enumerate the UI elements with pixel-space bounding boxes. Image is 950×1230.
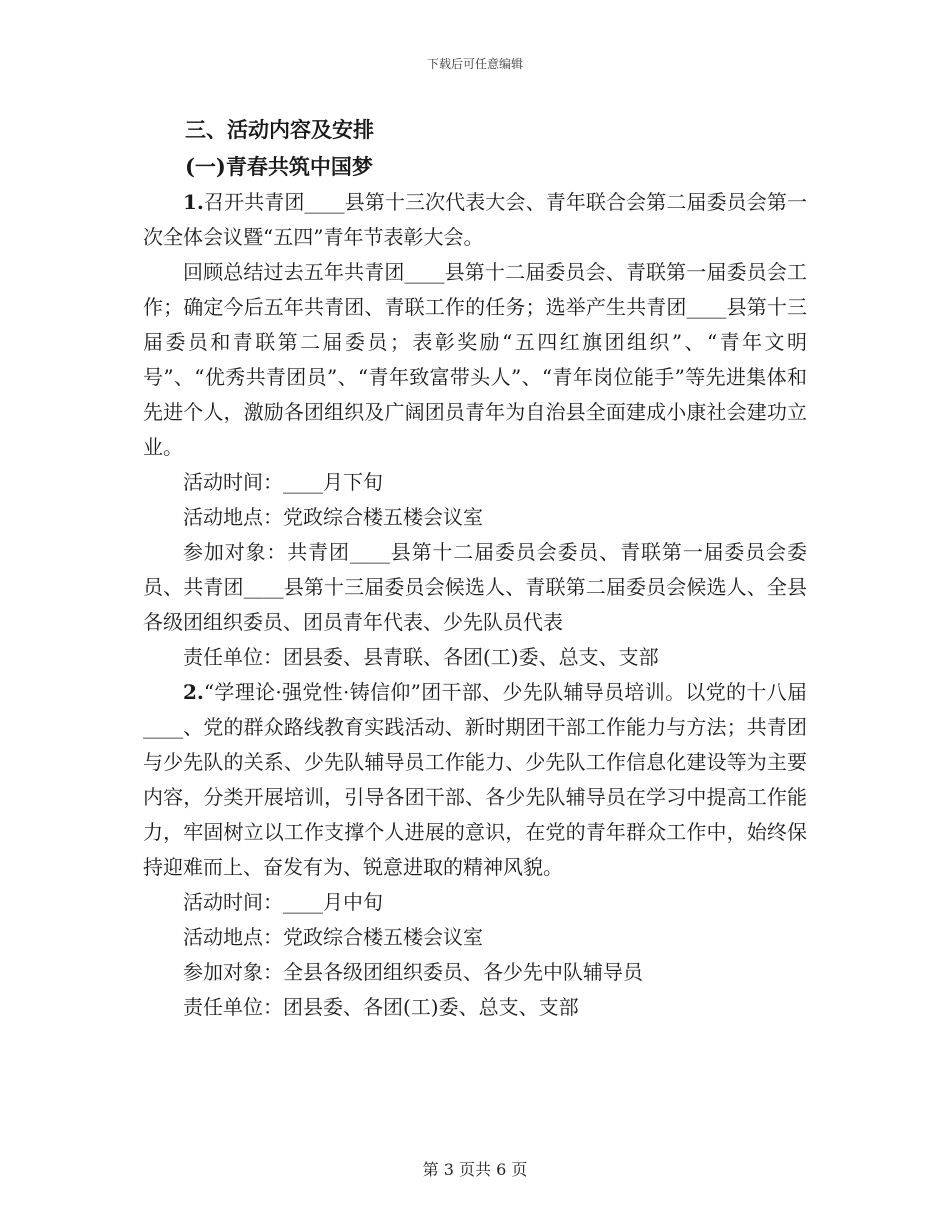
item2-time: 活动时间：____月中旬 [183, 890, 383, 914]
page-header: 下载后可任意编辑 [426, 57, 523, 71]
subsection-title: (一)青春共筑中国梦 [185, 154, 373, 179]
item1-participants: 参加对象：共青团____县第十二届委员会委员、青联第一届委员会委员、共青团____县第十三届委员会候选人、青联第二届委员会候选人、全县各级团组织委员、团员青年代表、少先队员代表 [143, 540, 807, 634]
page-footer: 第 3 页共 6 页 [422, 1160, 528, 1179]
item1-responsible: 责任单位：团县委、县青联、各团(工)委、总支、支部 [183, 645, 659, 669]
item1-number: 1. [183, 190, 204, 214]
item2-participants: 参加对象：全县各级团组织委员、各少先中队辅导员 [183, 960, 643, 984]
item2-body [143, 675, 807, 885]
item1-title [143, 185, 807, 255]
item2-body-text: “学理论·强党性·铸信仰”团干部、少先队辅导员培训。以党的十八届____、党的群众路线教育实践活动、新时期团干部工作能力与方法；共青团与少先队的关系、少先队辅导员工作能力、少先队工作信息化建设等为主要内容，分类开展培训，引导各团干部、各少先队辅导员在学习中提高工作能力，牢固树立以工作支撑个人进展的意识，在党的青年群众工作中，始终保持迎难而上、奋发有为、锐意进取的精神风貌。 [143, 680, 807, 879]
item2-number: 2. [183, 680, 204, 704]
item1-place: 活动地点：党政综合楼五楼会议室 [183, 505, 483, 529]
item2-responsible: 责任单位：团县委、各团(工)委、总支、支部 [183, 995, 579, 1019]
section-title: 三、活动内容及安排 [185, 117, 374, 142]
item1-time: 活动时间：____月下旬 [183, 470, 383, 494]
document-body [143, 112, 807, 1025]
item2-place: 活动地点：党政综合楼五楼会议室 [183, 925, 483, 949]
item1-title-text: 召开共青团____县第十三次代表大会、青年联合会第二届委员会第一次全体会议暨“五四”青年节表彰大会。 [143, 190, 807, 249]
item1-body: 回顾总结过去五年共青团____县第十二届委员会、青联第一届委员会工作；确定今后五年共青团、青联工作的任务；选举产生共青团____县第十三届委员和青联第二届委员；表彰奖励“五四红旗团组织”、“青年文明号”、“优秀共青团员”、“青年致富带头人”、“青年岗位能手”等先进集体和先进个人，激励各团组织及广阔团员青年为自治县全面建成小康社会建功立业。 [143, 260, 807, 459]
